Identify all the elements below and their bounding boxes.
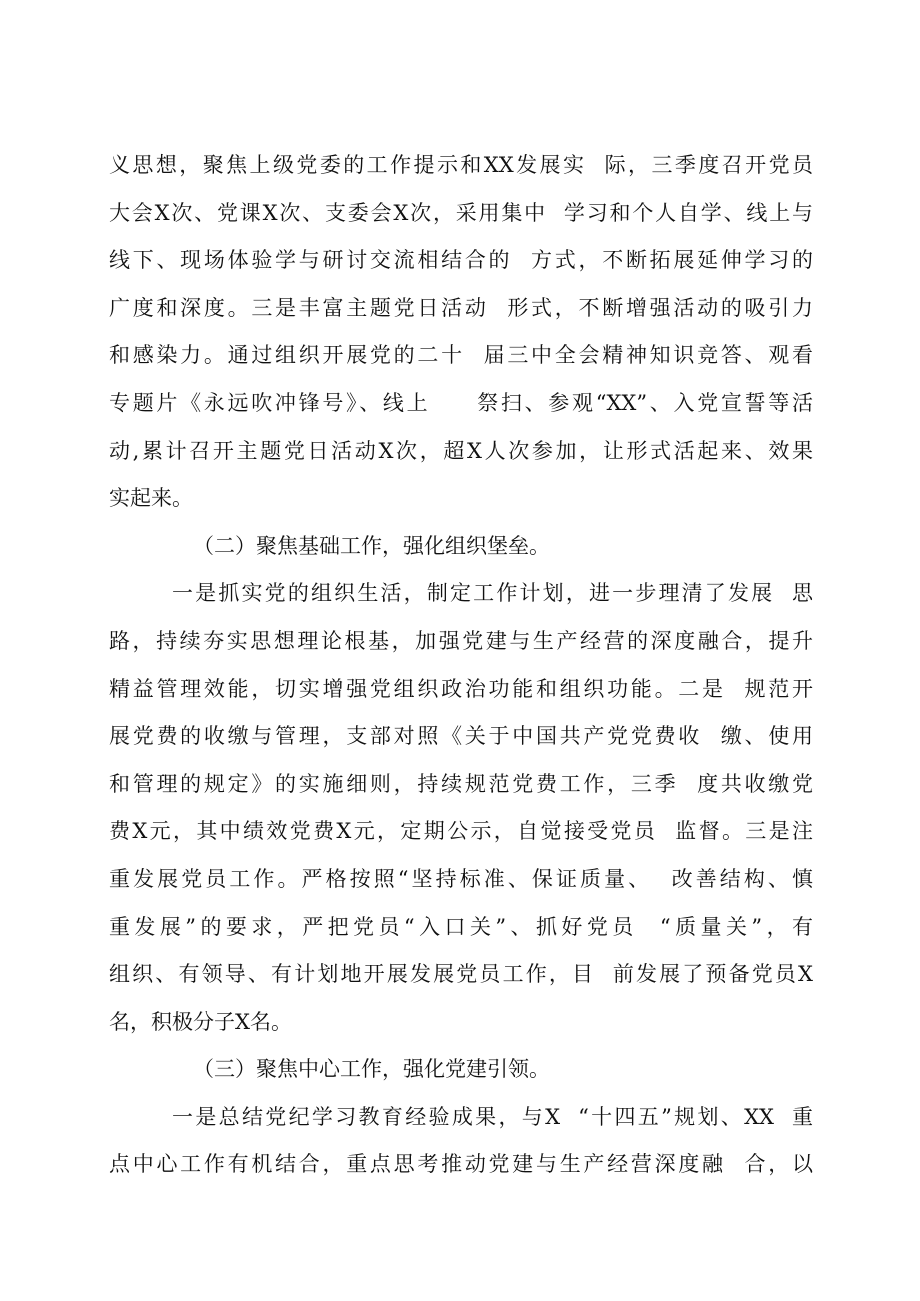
text-line: 名，积极分子X名。	[109, 1009, 292, 1034]
text-line: 广度和深度。三是丰富主题党日活动 形式，不断增强活动的吸引力	[109, 295, 813, 320]
text-line: 线下、现场体验学与研讨交流相结合的 方式，不断拓展延伸学习的	[109, 248, 813, 273]
text-line: 和管理的规定》的实施细则，持续规范党费工作，三季 度共收缴党	[109, 771, 813, 796]
text-line: 费X元，其中绩效党费X元，定期公示，自觉接受党员 监督。三是注	[109, 819, 813, 844]
section-heading: （三）聚焦中心工作，强化党建引领。	[193, 1057, 550, 1082]
section-heading: （二）聚焦基础工作，强化组织堡垒。	[193, 533, 550, 558]
text-line: 一是抓实党的组织生活，制定工作计划，进一步理清了发展 思	[172, 581, 813, 606]
text-line: 点中心工作有机结合，重点思考推动党建与生产经营深度融 合，以	[109, 1152, 813, 1177]
text-line: 组织、有领导、有计划地开展发展党员工作，目 前发展了预备党员X	[109, 962, 813, 987]
document-body	[109, 142, 813, 1189]
text-line: 展党费的收缴与管理，支部对照《关于中国共产党党费收 缴、使用	[109, 724, 813, 749]
text-line: 大会X次、党课X次、支委会X次，采用集中 学习和个人自学、线上与	[109, 200, 813, 225]
text-line: 和感染力。通过组织开展党的二十 届三中全会精神知识竞答、观看	[109, 343, 813, 368]
text-line: 专题片《永远吹冲锋号》、线上 祭扫、参观“XX”、入党宣誓等活	[109, 390, 813, 415]
text-line: 动,累计召开主题党日活动X次，超X人次参加，让形式活起来、效果	[109, 438, 813, 463]
text-line: 重发展党员工作。严格按照“坚持标准、保证质量、 改善结构、慎	[109, 866, 813, 891]
text-line: 义思想，聚焦上级党委的工作提示和XX发展实 际，三季度召开党员	[109, 153, 813, 177]
text-line: 实起来。	[109, 486, 193, 511]
text-line: 路，持续夯实思想理论根基，加强党建与生产经营的深度融合，提升	[109, 628, 813, 653]
text-line: 一是总结党纪学习教育经验成果，与X “十四五”规划、XX 重	[172, 1104, 813, 1129]
text-line: 重发展”的要求，严把党员“入口关”、抓好党员 “质量关”，有	[109, 914, 813, 939]
text-line: 精益管理效能，切实增强党组织政治功能和组织功能。二是 规范开	[109, 676, 813, 701]
